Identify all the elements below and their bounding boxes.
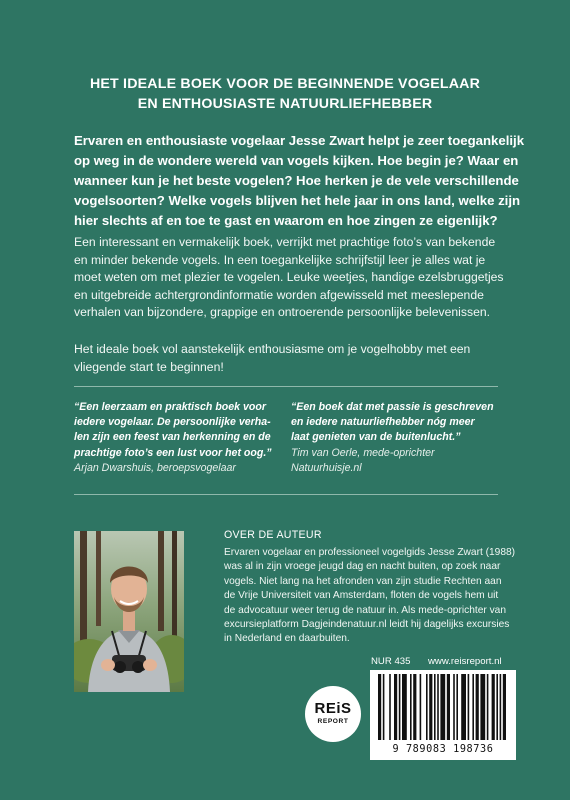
barcode-bar — [447, 674, 450, 740]
ean13-barcode-icon — [370, 670, 516, 742]
intro-paragraph — [74, 131, 525, 231]
barcode-bar — [472, 674, 474, 740]
body-line: en uitgebreide achtergrondinformatie worden afgewisseld met meeslepende — [74, 287, 484, 302]
body-line: moet weten om met plezier te vogelen. Leuke weetjes, handige ezelsbruggetjes — [74, 270, 504, 285]
quote-van-oerle — [291, 400, 506, 476]
intro-line: Ervaren en enthousiaste vogelaar Jesse Zwart helpt je zeer toegankelijk — [74, 133, 525, 148]
author-bio-line: in Nederland en daarbuiten. — [224, 633, 350, 645]
quote-source-line: Tim van Oerle, mede-oprichter — [291, 446, 435, 459]
barcode-bar — [492, 674, 495, 740]
barcode-bar — [378, 674, 381, 740]
author-bio-line: Ervaren vogelaar en professioneel vogelgids Jesse Zwart (1988) — [224, 547, 516, 558]
headline-line: HET IDEALE BOEK VOOR DE BEGINNENDE VOGELAAR — [89, 76, 481, 92]
quote-source-line: Arjan Dwarshuis, beroepsvogelaar — [74, 461, 236, 474]
closing-paragraph — [74, 341, 514, 376]
reis-report-logo-icon — [305, 686, 361, 742]
barcode-bar — [453, 674, 455, 740]
headline — [60, 74, 510, 114]
quote-line: en iedere natuurliefhebber nóg meer — [291, 416, 475, 429]
barcode — [370, 670, 516, 760]
quote-text — [291, 400, 506, 446]
barcode-bar — [437, 674, 439, 740]
barcode-bar — [426, 674, 428, 740]
barcode-bar — [461, 674, 466, 740]
author-bio-line: de Vrije Universiteit van Amsterdam, floten de vogels hem uit — [224, 590, 499, 602]
barcode-bar — [383, 674, 385, 740]
barcode-bar — [434, 674, 436, 740]
barcode-bar — [389, 674, 391, 740]
barcode-bar — [429, 674, 432, 740]
quote-text — [74, 400, 279, 461]
closing-line: vliegende start te beginnen! — [74, 359, 224, 374]
body-line: en minder bekende vogels. In een toegankelijke schrijfstijl leer je alles wat je — [74, 252, 486, 267]
barcode-bar — [402, 674, 407, 740]
intro-line: hier slechts af en toe te gast en waarom en hoe zingen ze eigenlijk? — [74, 213, 498, 228]
intro-line: vogelsoorten? Welke vogels blijven het hele jaar in ons land, welke zijn — [74, 193, 521, 208]
barcode-bar — [503, 674, 506, 740]
body-paragraph — [74, 234, 514, 322]
barcode-bar — [420, 674, 422, 740]
barcode-bar — [480, 674, 485, 740]
author-portrait-icon — [74, 531, 184, 692]
intro-line: wanneer kun je het beste vogelen? Hoe herken je de vele verschillende — [74, 173, 519, 188]
author-bio-line: de advocatuur weer terug de natuur in. Als mede-oprichter van — [224, 604, 507, 616]
barcode-bar — [456, 674, 458, 740]
author-bio-line: excursieplatform Dagjeindenatuur.nl leidt hij dagelijks excursies — [224, 619, 510, 631]
author-bio — [224, 546, 514, 647]
barcode-bar — [394, 674, 397, 740]
barcode-bar — [440, 674, 445, 740]
author-bio-line: was al in zijn vroege jeugd dag en nacht buiten, op zoek naar — [224, 561, 501, 573]
barcode-bar — [500, 674, 502, 740]
nur-code: NUR 435 — [371, 656, 411, 667]
logo-bottom-text: REPORT — [317, 718, 349, 725]
author-bio-line: vogels. Niet lang na het afronden van zijn studie Rechten aan — [224, 575, 502, 587]
barcode-bar — [413, 674, 416, 740]
quote-source — [74, 461, 279, 476]
barcode-number: 9 789083 198736 — [392, 744, 494, 755]
divider-bottom — [74, 494, 498, 495]
author-heading: OVER DE AUTEUR — [224, 529, 322, 541]
body-line: Een interessant en vermakelijk boek, verrijkt met prachtige foto’s van bekende — [74, 235, 496, 249]
quote-line: laat genieten van de buitenlucht.” — [291, 431, 461, 444]
logo-top-text: REiS — [314, 700, 352, 717]
quote-source — [291, 446, 506, 476]
quote-line: len zijn een feest van herkenning en de — [74, 431, 271, 444]
quote-dwarshuis — [74, 400, 279, 476]
barcode-bar — [468, 674, 470, 740]
barcode-bar — [399, 674, 401, 740]
closing-line: Het ideale boek vol aanstekelijk enthousiasme om je vogelhobby met een — [74, 342, 471, 356]
quote-line: “Een leerzaam en praktisch boek voor — [74, 401, 266, 413]
publisher-website: www.reisreport.nl — [428, 656, 502, 667]
intro-line: op weg in de wondere wereld van vogels kijken. Hoe begin je? Waar en — [74, 153, 519, 168]
author-photo — [74, 531, 184, 692]
barcode-bar — [487, 674, 489, 740]
body-line: verhalen van bijzondere, grappige en ontroerende persoonlijke belevenissen. — [74, 305, 491, 320]
quote-source-line: Natuurhuisje.nl — [291, 461, 362, 474]
headline-line: EN ENTHOUSIASTE NATUURLIEFHEBBER — [137, 96, 433, 112]
quote-line: “Een boek dat met passie is geschreven — [291, 401, 494, 413]
divider-top — [74, 386, 498, 387]
barcode-bar — [496, 674, 498, 740]
quote-line: prachtige foto’s een lust voor het oog.” — [74, 446, 272, 459]
barcode-bar — [476, 674, 479, 740]
barcode-bar — [410, 674, 412, 740]
quote-line: iedere vogelaar. De persoonlijke verha- — [74, 416, 271, 429]
